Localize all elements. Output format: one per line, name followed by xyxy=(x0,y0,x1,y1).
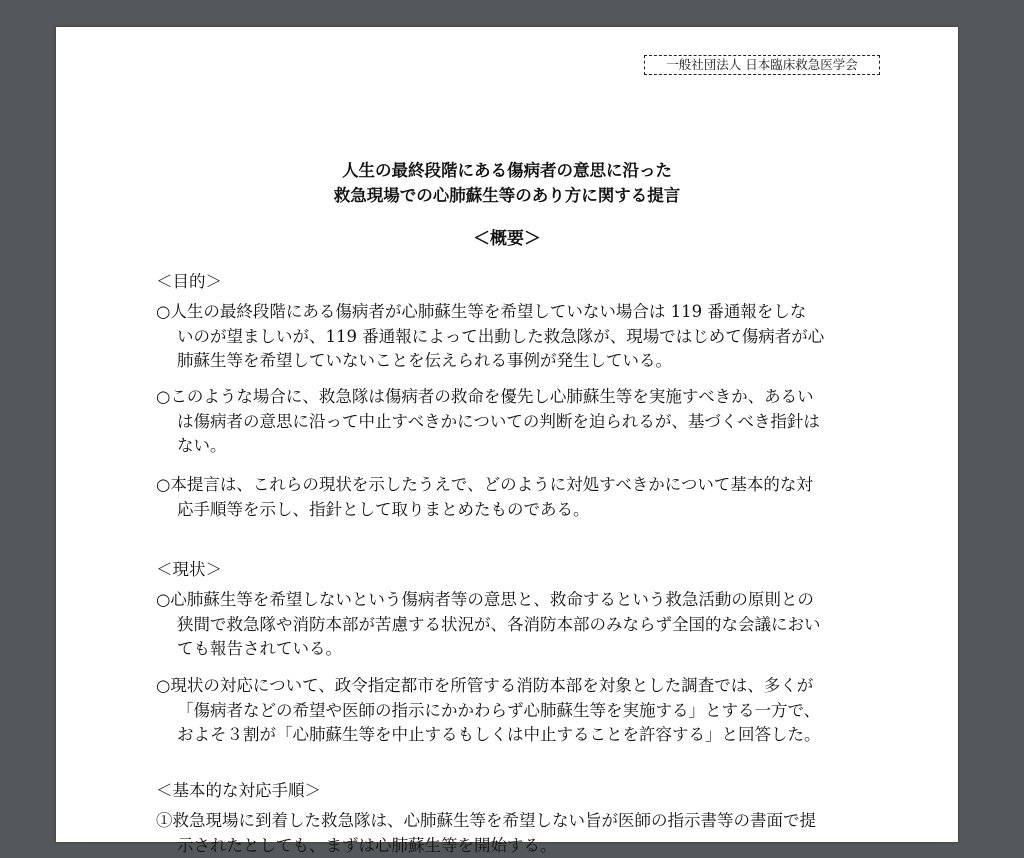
purpose-heading: ＜目的＞ xyxy=(156,268,222,292)
paragraph-line: は傷病者の意思に沿って中止すべきかについての判断を迫られるが、基づくべき指針は xyxy=(156,410,896,435)
paragraph-line: ○心肺蘇生等を希望しないという傷病者等の意思と、救命するという救急活動の原則との xyxy=(156,588,896,613)
procedure-paragraph-1 xyxy=(156,809,896,858)
paragraph-line: ても報告されている。 xyxy=(156,637,896,662)
paragraph-line: 狭間で救急隊や消防本部が苦慮する状況が、各消防本部のみならず全国的な会議におい xyxy=(156,613,896,638)
paragraph-line: ○現状の対応について、政令指定都市を所管する消防本部を対象とした調査では、多くが xyxy=(156,674,896,699)
summary-heading: ＜概要＞ xyxy=(56,224,958,249)
paragraph-line: ○人生の最終段階にある傷病者が心肺蘇生等を希望していない場合は 119 番通報をしな xyxy=(156,300,896,325)
title-line-2: 救急現場での心肺蘇生等のあり方に関する提言 xyxy=(56,182,958,206)
paragraph-line: ない。 xyxy=(156,434,896,459)
paragraph-line: 示されたとしても、まずは心肺蘇生等を開始する。 xyxy=(156,834,896,858)
purpose-paragraph-3 xyxy=(156,473,896,522)
purpose-paragraph-1 xyxy=(156,300,896,374)
paragraph-line: 肺蘇生等を希望していないことを伝えられる事例が発生している。 xyxy=(156,349,896,374)
paragraph-line: いのが望ましいが、119 番通報によって出動した救急隊が、現場ではじめて傷病者が心 xyxy=(156,325,896,350)
paragraph-line: およそ３割が「心肺蘇生等を中止するもしくは中止することを許容する」と回答した。 xyxy=(156,723,896,748)
organization-label: 一般社団法人 日本臨床救急医学会 xyxy=(644,55,880,75)
paragraph-line: 「傷病者などの希望や医師の指示にかかわらず心肺蘇生等を実施する」とする一方で、 xyxy=(156,699,896,724)
paragraph-line: ○このような場合に、救急隊は傷病者の救命を優先し心肺蘇生等を実施すべきか、あるい xyxy=(156,385,896,410)
title-line-1: 人生の最終段階にある傷病者の意思に沿った xyxy=(56,157,958,181)
current-heading: ＜現状＞ xyxy=(156,556,222,580)
procedure-heading: ＜基本的な対応手順＞ xyxy=(156,777,321,801)
current-paragraph-1 xyxy=(156,588,896,662)
current-paragraph-2 xyxy=(156,674,896,748)
purpose-paragraph-2 xyxy=(156,385,896,459)
paragraph-line: ①救急現場に到着した救急隊は、心肺蘇生等を希望しない旨が医師の指示書等の書面で提 xyxy=(156,809,896,834)
paragraph-line: ○本提言は、これらの現状を示したうえで、どのように対処すべきかについて基本的な対 xyxy=(156,473,896,498)
paragraph-line: 応手順等を示し、指針として取りまとめたものである。 xyxy=(156,498,896,523)
document-page xyxy=(56,27,958,842)
